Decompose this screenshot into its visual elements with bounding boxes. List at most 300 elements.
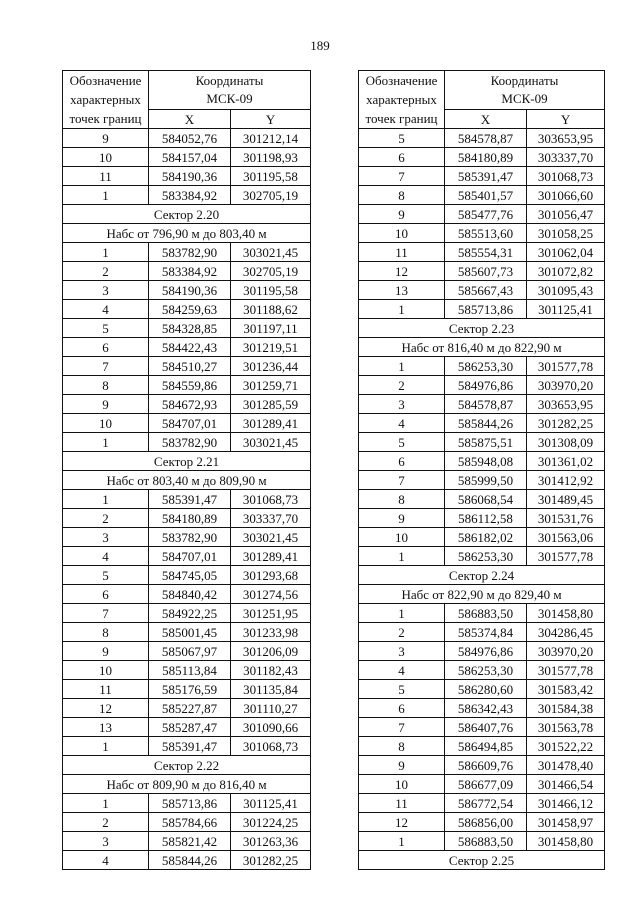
point-number: 1	[359, 357, 445, 376]
page-number: 189	[310, 38, 330, 53]
x-header: X	[445, 110, 527, 129]
table-row	[63, 357, 311, 376]
point-number: 3	[359, 642, 445, 661]
x-coordinate: 585227,87	[149, 699, 231, 718]
x-coordinate: 586494,85	[445, 737, 527, 756]
table-row	[359, 661, 605, 680]
point-number: 4	[63, 300, 149, 319]
table-row	[63, 186, 311, 205]
y-coordinate: 301066,60	[527, 186, 605, 205]
y-coordinate: 301182,43	[231, 661, 311, 680]
sector-title-row	[63, 452, 311, 471]
coordinates-header-line: Координаты	[490, 73, 559, 88]
point-number: 10	[63, 148, 149, 167]
x-header: X	[149, 110, 231, 129]
point-number: 1	[63, 186, 149, 205]
point-number: 4	[63, 547, 149, 566]
x-coordinate: 584559,86	[149, 376, 231, 395]
sector-range-row	[359, 338, 605, 357]
point-number: 7	[63, 357, 149, 376]
sector-title-row	[359, 566, 605, 585]
table-row	[359, 262, 605, 281]
x-coordinate: 584707,01	[149, 547, 231, 566]
y-coordinate: 301195,58	[231, 281, 311, 300]
point-number: 5	[63, 319, 149, 338]
x-coordinate: 586253,30	[445, 357, 527, 376]
y-coordinate: 304286,45	[527, 623, 605, 642]
point-number: 7	[63, 604, 149, 623]
x-coordinate: 585713,86	[149, 794, 231, 813]
y-coordinate: 303653,95	[527, 395, 605, 414]
sector-title-row	[359, 851, 605, 870]
point-number: 1	[359, 300, 445, 319]
point-number: 12	[359, 813, 445, 832]
x-coordinate: 584672,93	[149, 395, 231, 414]
designation-header-line: точек границ	[365, 111, 438, 126]
table-row	[359, 718, 605, 737]
y-coordinate: 301458,97	[527, 813, 605, 832]
y-coordinate: 301095,43	[527, 281, 605, 300]
table-row	[359, 357, 605, 376]
point-number: 8	[359, 737, 445, 756]
y-coordinate: 301531,76	[527, 509, 605, 528]
y-coordinate: 301058,25	[527, 224, 605, 243]
sector-range: Набс от 822,90 м до 829,40 м	[359, 585, 605, 604]
y-coordinate: 301289,41	[231, 414, 311, 433]
y-coordinate: 301062,04	[527, 243, 605, 262]
y-coordinate: 301125,41	[527, 300, 605, 319]
table-row	[359, 623, 605, 642]
point-number: 1	[359, 832, 445, 851]
table-row	[63, 433, 311, 452]
y-coordinate: 301251,95	[231, 604, 311, 623]
point-number: 2	[63, 813, 149, 832]
table-row	[63, 604, 311, 623]
x-coordinate: 585391,47	[445, 167, 527, 186]
point-number: 8	[63, 623, 149, 642]
table-row	[63, 699, 311, 718]
y-coordinate: 301236,44	[231, 357, 311, 376]
x-coordinate: 584745,05	[149, 566, 231, 585]
table-row	[359, 395, 605, 414]
point-number: 6	[359, 699, 445, 718]
x-coordinate: 583384,92	[149, 186, 231, 205]
x-coordinate: 585875,51	[445, 433, 527, 452]
table-row	[359, 528, 605, 547]
point-number: 1	[63, 433, 149, 452]
y-coordinate: 301489,45	[527, 490, 605, 509]
sector-range-row	[63, 775, 311, 794]
table-row	[359, 737, 605, 756]
x-coordinate: 585287,47	[149, 718, 231, 737]
coordinates-table-left	[62, 70, 311, 870]
y-coordinate: 303653,95	[527, 129, 605, 148]
y-coordinate: 301584,38	[527, 699, 605, 718]
x-coordinate: 585176,59	[149, 680, 231, 699]
sector-title: Сектор 2.20	[63, 205, 311, 224]
x-coordinate: 584190,36	[149, 167, 231, 186]
x-coordinate: 586182,02	[445, 528, 527, 547]
table-row	[63, 623, 311, 642]
point-number: 10	[359, 775, 445, 794]
x-coordinate: 585844,26	[445, 414, 527, 433]
x-coordinate: 583782,90	[149, 528, 231, 547]
y-coordinate: 301135,84	[231, 680, 311, 699]
y-coordinate: 301068,73	[231, 490, 311, 509]
table-row	[63, 832, 311, 851]
x-coordinate: 585667,43	[445, 281, 527, 300]
x-coordinate: 583782,90	[149, 433, 231, 452]
point-number: 11	[63, 167, 149, 186]
y-coordinate: 301458,80	[527, 832, 605, 851]
x-coordinate: 586609,76	[445, 756, 527, 775]
table-row	[63, 319, 311, 338]
table-row	[359, 756, 605, 775]
y-coordinate: 303337,70	[527, 148, 605, 167]
table-row	[63, 243, 311, 262]
table-row	[63, 680, 311, 699]
y-coordinate: 301293,68	[231, 566, 311, 585]
x-coordinate: 585391,47	[149, 490, 231, 509]
y-coordinate: 301577,78	[527, 661, 605, 680]
sector-range-row	[63, 471, 311, 490]
sector-range: Набс от 803,40 м до 809,90 м	[63, 471, 311, 490]
point-number: 7	[359, 167, 445, 186]
table-row	[63, 490, 311, 509]
table-row	[359, 680, 605, 699]
point-number: 8	[63, 376, 149, 395]
table-row	[359, 547, 605, 566]
table-row	[359, 205, 605, 224]
x-coordinate: 584976,86	[445, 376, 527, 395]
table-row	[63, 794, 311, 813]
x-coordinate: 585784,66	[149, 813, 231, 832]
sector-range: Набс от 809,90 м до 816,40 м	[63, 775, 311, 794]
point-number: 5	[63, 566, 149, 585]
table-row	[359, 794, 605, 813]
y-coordinate: 301212,14	[231, 129, 311, 148]
sector-title: Сектор 2.24	[359, 566, 605, 585]
coordinates-table-right	[358, 70, 605, 870]
table-row	[359, 186, 605, 205]
point-number: 3	[359, 395, 445, 414]
point-number: 3	[63, 528, 149, 547]
coordinates-header	[149, 71, 311, 110]
table-row	[359, 129, 605, 148]
table-row	[63, 167, 311, 186]
table-row	[63, 813, 311, 832]
x-coordinate: 586253,30	[445, 547, 527, 566]
table-row	[359, 224, 605, 243]
sector-title: Сектор 2.22	[63, 756, 311, 775]
y-coordinate: 303970,20	[527, 376, 605, 395]
y-coordinate: 301282,25	[527, 414, 605, 433]
table-row	[359, 509, 605, 528]
y-coordinate: 301125,41	[231, 794, 311, 813]
x-coordinate: 585067,97	[149, 642, 231, 661]
table-row	[63, 585, 311, 604]
point-number: 8	[359, 186, 445, 205]
designation-header-line: точек границ	[69, 111, 142, 126]
y-coordinate: 301206,09	[231, 642, 311, 661]
point-number: 4	[359, 661, 445, 680]
table-row	[63, 509, 311, 528]
y-header: Y	[527, 110, 605, 129]
y-coordinate: 301478,40	[527, 756, 605, 775]
x-coordinate: 584157,04	[149, 148, 231, 167]
table-row	[359, 433, 605, 452]
point-number: 9	[63, 642, 149, 661]
x-coordinate: 586253,30	[445, 661, 527, 680]
y-coordinate: 303021,45	[231, 528, 311, 547]
table-row	[63, 338, 311, 357]
y-coordinate: 301090,66	[231, 718, 311, 737]
table-row	[359, 414, 605, 433]
table-row	[359, 376, 605, 395]
designation-header-line: Обозначение	[69, 73, 142, 88]
y-coordinate: 301466,54	[527, 775, 605, 794]
x-coordinate: 585477,76	[445, 205, 527, 224]
point-number: 13	[359, 281, 445, 300]
table-row	[63, 395, 311, 414]
point-number: 9	[63, 129, 149, 148]
y-coordinate: 301233,98	[231, 623, 311, 642]
y-coordinate: 303337,70	[231, 509, 311, 528]
sector-title: Сектор 2.23	[359, 319, 605, 338]
point-number: 10	[63, 414, 149, 433]
designation-header	[63, 71, 149, 129]
point-number: 3	[63, 832, 149, 851]
point-number: 13	[63, 718, 149, 737]
x-coordinate: 584510,27	[149, 357, 231, 376]
sector-title-row	[63, 205, 311, 224]
x-coordinate: 585844,26	[149, 851, 231, 870]
table-row	[359, 775, 605, 794]
x-coordinate: 585999,50	[445, 471, 527, 490]
point-number: 9	[359, 205, 445, 224]
x-coordinate: 584259,63	[149, 300, 231, 319]
y-coordinate: 301068,73	[527, 167, 605, 186]
table-row	[359, 813, 605, 832]
x-coordinate: 586772,54	[445, 794, 527, 813]
sector-title: Сектор 2.21	[63, 452, 311, 471]
x-coordinate: 586883,50	[445, 604, 527, 623]
x-coordinate: 584976,86	[445, 642, 527, 661]
y-coordinate: 301458,80	[527, 604, 605, 623]
designation-header-line: характерных	[366, 92, 437, 107]
x-coordinate: 584922,25	[149, 604, 231, 623]
point-number: 1	[359, 547, 445, 566]
point-number: 11	[359, 794, 445, 813]
y-coordinate: 301361,02	[527, 452, 605, 471]
point-number: 4	[63, 851, 149, 870]
point-number: 5	[359, 433, 445, 452]
y-coordinate: 301522,22	[527, 737, 605, 756]
x-coordinate: 584578,87	[445, 129, 527, 148]
table-row	[63, 851, 311, 870]
point-number: 1	[63, 490, 149, 509]
x-coordinate: 583384,92	[149, 262, 231, 281]
coordinates-header	[445, 71, 605, 110]
table-row	[359, 642, 605, 661]
point-number: 11	[359, 243, 445, 262]
table-row	[359, 148, 605, 167]
x-coordinate: 586407,76	[445, 718, 527, 737]
y-coordinate: 301563,78	[527, 718, 605, 737]
sector-title-row	[359, 319, 605, 338]
point-number: 10	[359, 528, 445, 547]
point-number: 1	[359, 604, 445, 623]
table-row	[63, 300, 311, 319]
point-number: 1	[63, 794, 149, 813]
x-coordinate: 585713,86	[445, 300, 527, 319]
table-row	[63, 661, 311, 680]
x-coordinate: 585607,73	[445, 262, 527, 281]
x-coordinate: 584052,76	[149, 129, 231, 148]
point-number: 2	[63, 262, 149, 281]
point-number: 10	[63, 661, 149, 680]
table-row	[359, 452, 605, 471]
table-row	[359, 490, 605, 509]
sector-title-row	[63, 756, 311, 775]
table-row	[63, 566, 311, 585]
table-row	[359, 281, 605, 300]
point-number: 3	[63, 281, 149, 300]
y-coordinate: 301198,93	[231, 148, 311, 167]
point-number: 9	[359, 756, 445, 775]
point-number: 9	[359, 509, 445, 528]
x-coordinate: 586112,58	[445, 509, 527, 528]
y-coordinate: 301224,25	[231, 813, 311, 832]
y-coordinate: 303021,45	[231, 243, 311, 262]
table-row	[63, 129, 311, 148]
table-row	[359, 300, 605, 319]
y-coordinate: 301188,62	[231, 300, 311, 319]
point-number: 11	[63, 680, 149, 699]
x-coordinate: 584190,36	[149, 281, 231, 300]
x-coordinate: 586342,43	[445, 699, 527, 718]
point-number: 2	[63, 509, 149, 528]
x-coordinate: 585401,57	[445, 186, 527, 205]
table-row	[63, 737, 311, 756]
coordinates-header-line: МСК-09	[206, 91, 253, 106]
table-row	[63, 262, 311, 281]
sector-range-row	[63, 224, 311, 243]
x-coordinate: 585001,45	[149, 623, 231, 642]
x-coordinate: 586677,09	[445, 775, 527, 794]
point-number: 4	[359, 414, 445, 433]
point-number: 5	[359, 129, 445, 148]
point-number: 10	[359, 224, 445, 243]
x-coordinate: 585554,31	[445, 243, 527, 262]
y-coordinate: 301263,36	[231, 832, 311, 851]
point-number: 6	[359, 452, 445, 471]
table-row	[359, 604, 605, 623]
y-coordinate: 301412,92	[527, 471, 605, 490]
x-coordinate: 585948,08	[445, 452, 527, 471]
y-coordinate: 301289,41	[231, 547, 311, 566]
y-coordinate: 302705,19	[231, 262, 311, 281]
x-coordinate: 584840,42	[149, 585, 231, 604]
point-number: 6	[359, 148, 445, 167]
y-coordinate: 301274,56	[231, 585, 311, 604]
coordinates-header-line: Координаты	[195, 73, 264, 88]
point-number: 1	[63, 243, 149, 262]
x-coordinate: 584180,89	[149, 509, 231, 528]
table-row	[63, 376, 311, 395]
y-coordinate: 301282,25	[231, 851, 311, 870]
y-coordinate: 301110,27	[231, 699, 311, 718]
table-row	[359, 832, 605, 851]
point-number: 1	[63, 737, 149, 756]
sector-title: Сектор 2.25	[359, 851, 605, 870]
table-row	[359, 167, 605, 186]
point-number: 12	[359, 262, 445, 281]
y-coordinate: 301195,58	[231, 167, 311, 186]
x-coordinate: 585374,84	[445, 623, 527, 642]
designation-header	[359, 71, 445, 129]
point-number: 2	[359, 376, 445, 395]
x-coordinate: 585513,60	[445, 224, 527, 243]
y-coordinate: 301259,71	[231, 376, 311, 395]
point-number: 9	[63, 395, 149, 414]
table-row	[63, 718, 311, 737]
x-coordinate: 586068,54	[445, 490, 527, 509]
x-coordinate: 586280,60	[445, 680, 527, 699]
point-number: 6	[63, 585, 149, 604]
x-coordinate: 586883,50	[445, 832, 527, 851]
table-row	[359, 471, 605, 490]
point-number: 7	[359, 471, 445, 490]
sector-range-row	[359, 585, 605, 604]
y-coordinate: 301219,51	[231, 338, 311, 357]
coordinates-header-line: МСК-09	[501, 91, 548, 106]
point-number: 2	[359, 623, 445, 642]
sector-range: Набс от 796,90 м до 803,40 м	[63, 224, 311, 243]
y-coordinate: 301577,78	[527, 357, 605, 376]
x-coordinate: 585113,84	[149, 661, 231, 680]
designation-header-line: характерных	[70, 92, 141, 107]
point-number: 12	[63, 699, 149, 718]
x-coordinate: 585821,42	[149, 832, 231, 851]
y-coordinate: 301068,73	[231, 737, 311, 756]
point-number: 7	[359, 718, 445, 737]
table-row	[63, 414, 311, 433]
y-coordinate: 301072,82	[527, 262, 605, 281]
y-coordinate: 303970,20	[527, 642, 605, 661]
table-row	[359, 699, 605, 718]
designation-header-line: Обозначение	[365, 73, 438, 88]
x-coordinate: 584422,43	[149, 338, 231, 357]
y-coordinate: 301577,78	[527, 547, 605, 566]
x-coordinate: 583782,90	[149, 243, 231, 262]
y-coordinate: 301308,09	[527, 433, 605, 452]
table-row	[63, 528, 311, 547]
table-row	[359, 243, 605, 262]
sector-range: Набс от 816,40 м до 822,90 м	[359, 338, 605, 357]
y-coordinate: 303021,45	[231, 433, 311, 452]
x-coordinate: 584707,01	[149, 414, 231, 433]
x-coordinate: 584328,85	[149, 319, 231, 338]
table-row	[63, 547, 311, 566]
x-coordinate: 584578,87	[445, 395, 527, 414]
y-coordinate: 301285,59	[231, 395, 311, 414]
point-number: 6	[63, 338, 149, 357]
y-coordinate: 301583,42	[527, 680, 605, 699]
x-coordinate: 586856,00	[445, 813, 527, 832]
y-coordinate: 301056,47	[527, 205, 605, 224]
table-row	[63, 642, 311, 661]
